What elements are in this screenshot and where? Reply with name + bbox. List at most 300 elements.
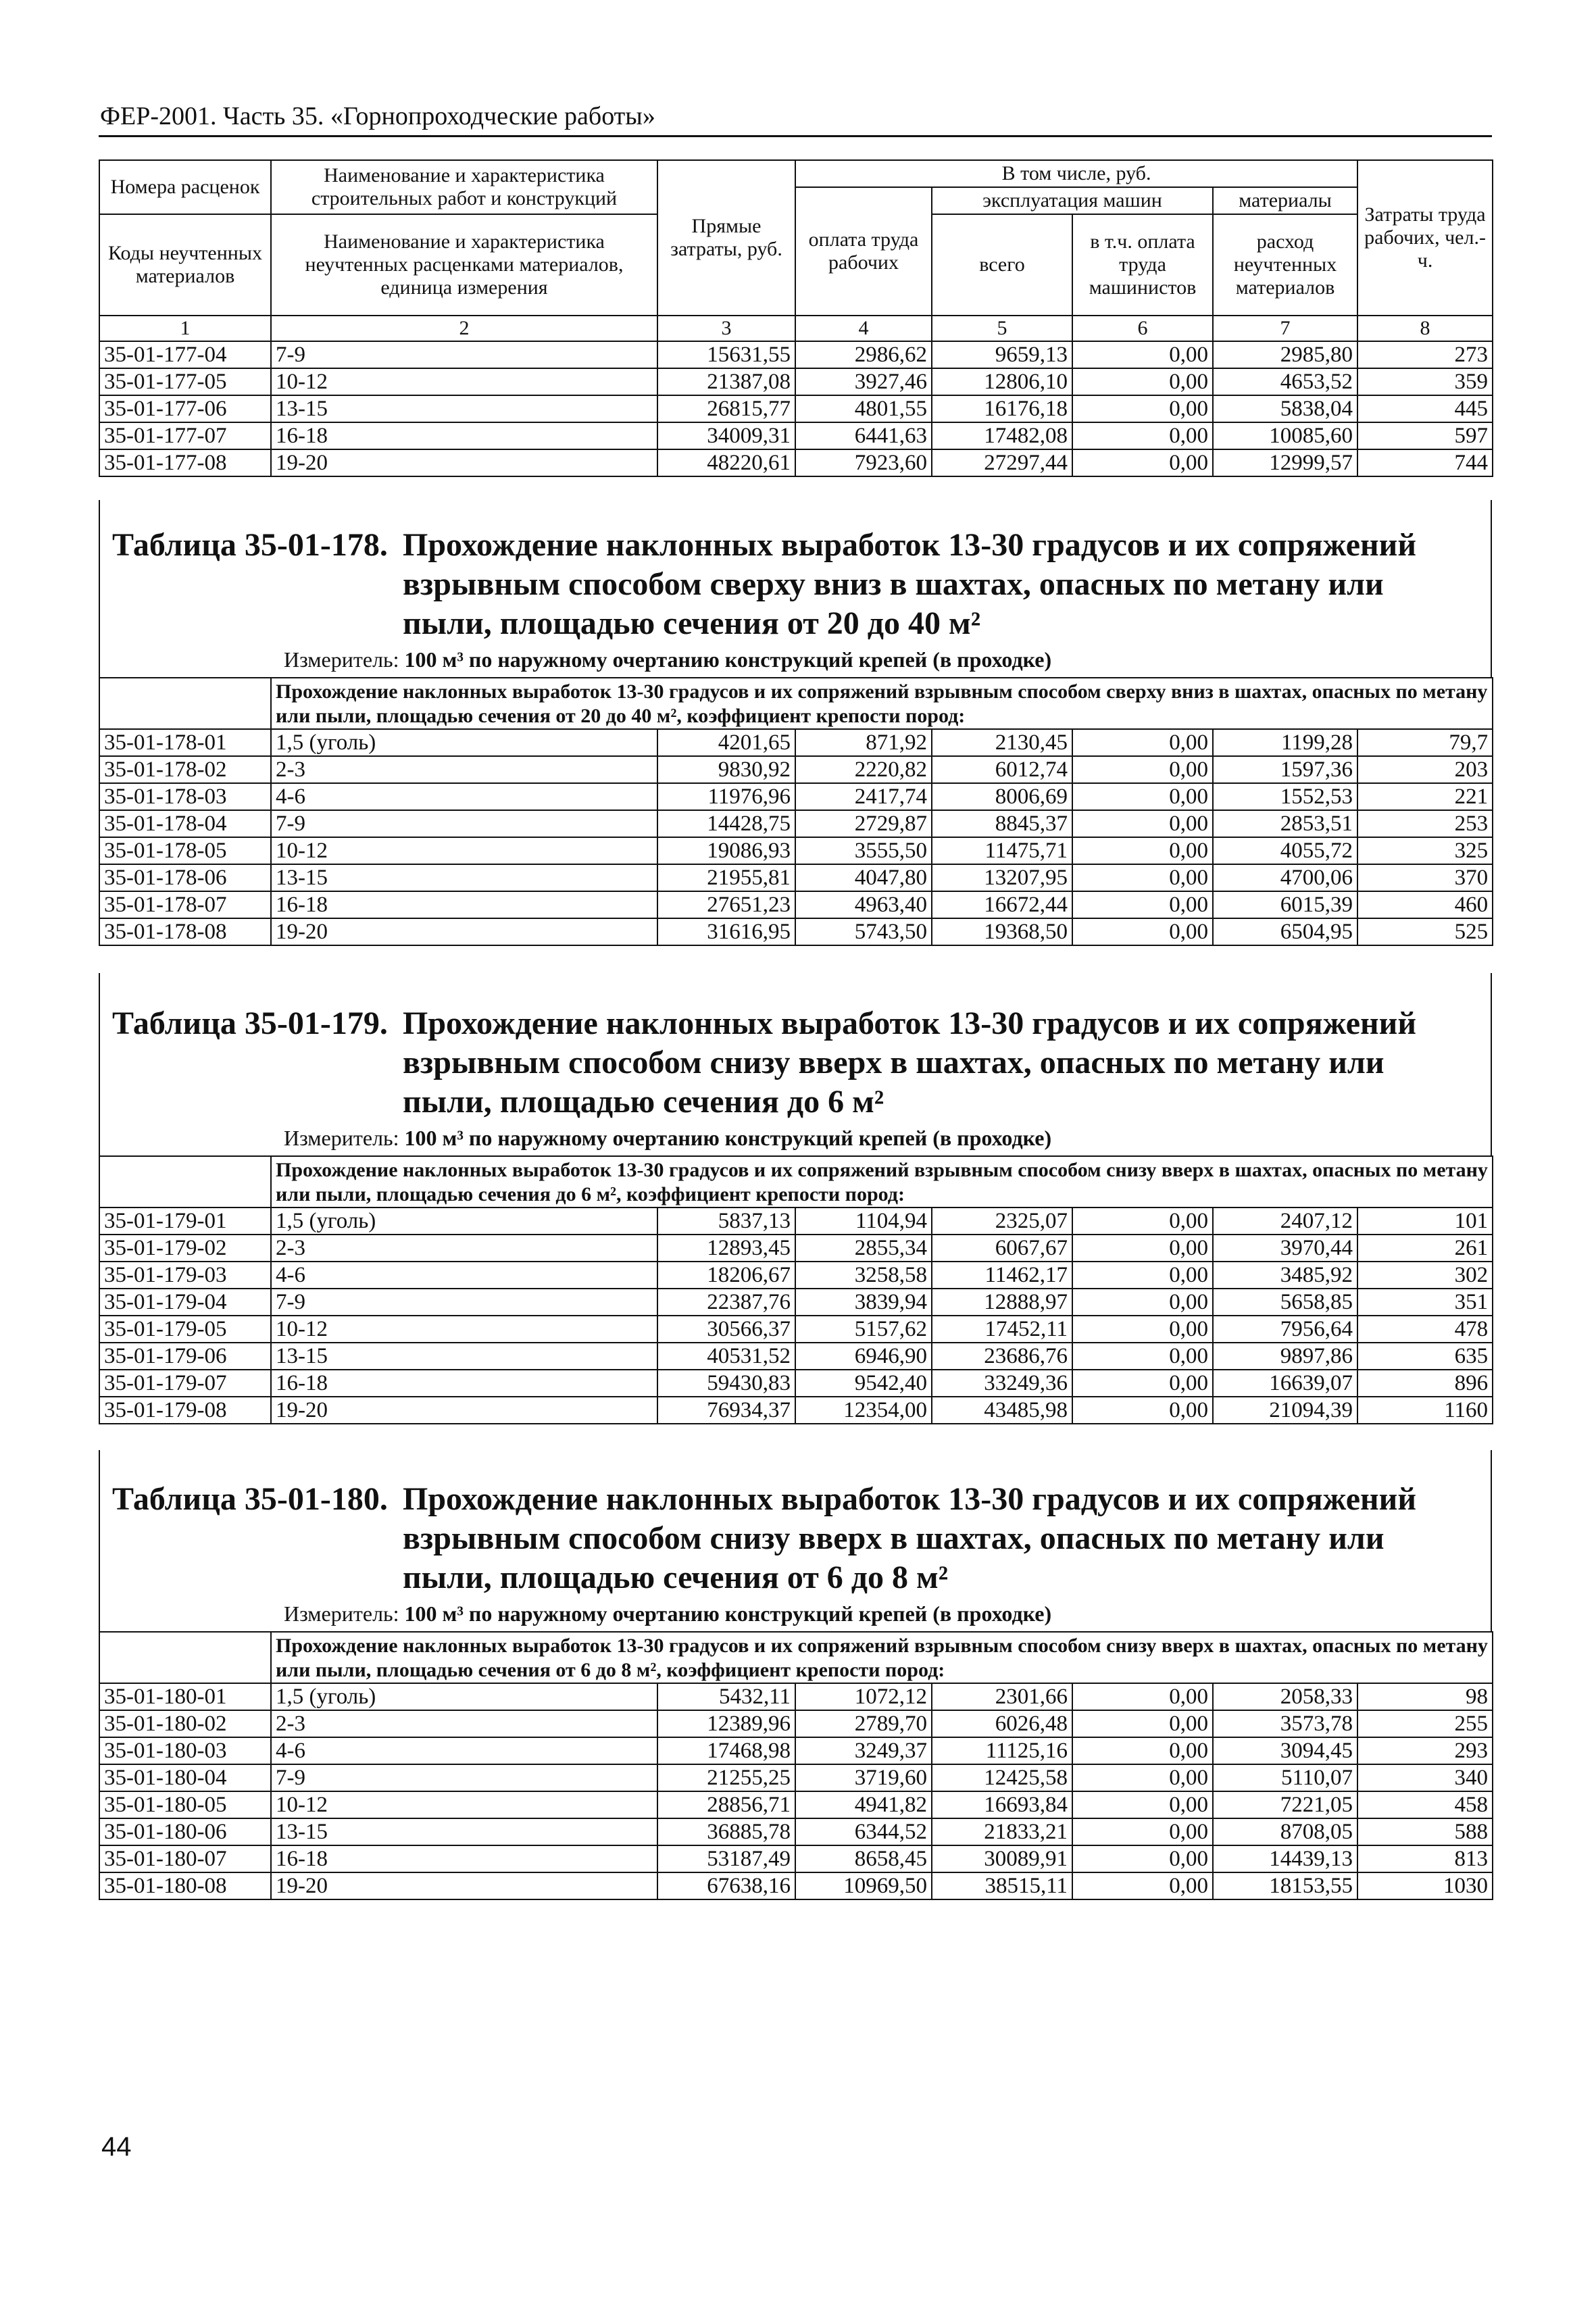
table-row xyxy=(99,449,1493,476)
table-cell: 1552,53 xyxy=(1213,783,1357,810)
table-cell: 744 xyxy=(1357,449,1493,476)
table-cell: 16-18 xyxy=(271,891,657,918)
table-cell: 370 xyxy=(1357,864,1493,891)
table-cell: 12893,45 xyxy=(657,1235,795,1262)
table-cell: 35-01-178-08 xyxy=(99,918,271,945)
table-cell: 0,00 xyxy=(1072,891,1213,918)
table-cell: 525 xyxy=(1357,918,1493,945)
col-num: 2 xyxy=(271,316,657,341)
col-num: 7 xyxy=(1213,316,1357,341)
table-179-caption: Прохождение наклонных выработок 13-30 градусов и их сопряжений взрывным способом снизу вверх в шахтах, опасных по метану или пыли, площадью сечения до 6 м² xyxy=(403,1005,1416,1120)
table-cell: 35-01-180-05 xyxy=(99,1791,271,1818)
table-row xyxy=(99,864,1493,891)
table-cell: 35-01-177-06 xyxy=(99,395,271,422)
table-cell: 3094,45 xyxy=(1213,1737,1357,1764)
table-cell: 35-01-180-03 xyxy=(99,1737,271,1764)
table-180-title xyxy=(112,1480,1484,1601)
frame-right-line xyxy=(1491,1450,1492,1631)
table-cell: 28856,71 xyxy=(657,1791,795,1818)
table-cell: 4653,52 xyxy=(1213,368,1357,395)
measure-prefix: Измеритель: xyxy=(284,1126,399,1150)
table-cell: 203 xyxy=(1357,756,1493,783)
table-cell: 3249,37 xyxy=(795,1737,932,1764)
desc-empty-cell xyxy=(99,1632,271,1683)
table-row xyxy=(99,1818,1493,1845)
table-cell: 35-01-177-07 xyxy=(99,422,271,449)
table-180-caption: Прохождение наклонных выработок 13-30 градусов и их сопряжений взрывным способом снизу вверх в шахтах, опасных по метану или пыли, площадью сечения от 6 до 8 м² xyxy=(403,1481,1416,1595)
table-cell: 0,00 xyxy=(1072,368,1213,395)
table-cell: 273 xyxy=(1357,341,1493,368)
table-cell: 35-01-178-07 xyxy=(99,891,271,918)
col-header-machines: эксплуатация машин xyxy=(932,187,1213,214)
table-cell: 7221,05 xyxy=(1213,1791,1357,1818)
table-180-description: Прохождение наклонных выработок 13-30 градусов и их сопряжений взрывным способом снизу вверх в шахтах, опасных по метану или пыли, площадью сечения от 6 до 8 м², коэффициент крепости пород: xyxy=(271,1632,1493,1683)
table-row xyxy=(99,1872,1493,1899)
table-cell: 0,00 xyxy=(1072,837,1213,864)
table-cell: 35-01-178-05 xyxy=(99,837,271,864)
table-cell: 17482,08 xyxy=(932,422,1072,449)
table-cell: 351 xyxy=(1357,1289,1493,1316)
table-cell: 3839,94 xyxy=(795,1289,932,1316)
table-cell: 35-01-179-01 xyxy=(99,1208,271,1235)
table-cell: 293 xyxy=(1357,1737,1493,1764)
table-cell: 3555,50 xyxy=(795,837,932,864)
table-cell: 5743,50 xyxy=(795,918,932,945)
table-cell: 445 xyxy=(1357,395,1493,422)
table-row xyxy=(99,891,1493,918)
table-cell: 19-20 xyxy=(271,449,657,476)
table-cell: 18153,55 xyxy=(1213,1872,1357,1899)
table-35-01-179 xyxy=(99,1155,1492,1424)
table-cell: 14428,75 xyxy=(657,810,795,837)
table-cell: 2301,66 xyxy=(932,1683,1072,1710)
col-header-rate-numbers: Номера расценок xyxy=(99,160,271,214)
col-header-wages: оплата труда рабочих xyxy=(795,187,932,316)
table-cell: 2058,33 xyxy=(1213,1683,1357,1710)
table-cell: 3927,46 xyxy=(795,368,932,395)
table-cell: 35-01-178-03 xyxy=(99,783,271,810)
table-cell: 0,00 xyxy=(1072,1683,1213,1710)
table-cell: 35-01-179-08 xyxy=(99,1397,271,1424)
table-cell: 2985,80 xyxy=(1213,341,1357,368)
table-178-caption: Прохождение наклонных выработок 13-30 градусов и их сопряжений взрывным способом сверху вниз в шахтах, опасных по метану или пыли, площадью сечения от 20 до 40 м² xyxy=(403,527,1416,641)
table-178-measure xyxy=(284,647,1051,672)
table-cell: 0,00 xyxy=(1072,729,1213,756)
col-num: 1 xyxy=(99,316,271,341)
table-row xyxy=(99,1710,1493,1737)
table-cell: 35-01-179-04 xyxy=(99,1289,271,1316)
table-cell: 35-01-180-02 xyxy=(99,1710,271,1737)
col-num: 5 xyxy=(932,316,1072,341)
table-35-01-177 xyxy=(99,159,1492,477)
table-cell: 35-01-180-04 xyxy=(99,1764,271,1791)
table-cell: 10969,50 xyxy=(795,1872,932,1899)
table-cell: 35-01-180-07 xyxy=(99,1845,271,1872)
frame-left-line xyxy=(99,973,100,1155)
table-cell: 9542,40 xyxy=(795,1370,932,1397)
table-cell: 1199,28 xyxy=(1213,729,1357,756)
measure-prefix: Измеритель: xyxy=(284,1601,399,1626)
table-row xyxy=(99,783,1493,810)
col-num: 8 xyxy=(1357,316,1493,341)
table-cell: 30089,91 xyxy=(932,1845,1072,1872)
table-cell: 0,00 xyxy=(1072,918,1213,945)
col-header-work-name: Наименование и характеристика строительных работ и конструкций xyxy=(271,160,657,214)
table-row xyxy=(99,1370,1493,1397)
table-row xyxy=(99,1737,1493,1764)
table-cell: 635 xyxy=(1357,1343,1493,1370)
table-cell: 16-18 xyxy=(271,422,657,449)
table-cell: 2-3 xyxy=(271,1235,657,1262)
col-header-machines-total: всего xyxy=(932,214,1072,316)
table-cell: 13-15 xyxy=(271,1818,657,1845)
table-cell: 11475,71 xyxy=(932,837,1072,864)
table-cell: 4801,55 xyxy=(795,395,932,422)
table-cell: 18206,67 xyxy=(657,1262,795,1289)
table-cell: 11462,17 xyxy=(932,1262,1072,1289)
table-row xyxy=(99,1262,1493,1289)
table-cell: 101 xyxy=(1357,1208,1493,1235)
table-cell: 43485,98 xyxy=(932,1397,1072,1424)
table-cell: 6946,90 xyxy=(795,1343,932,1370)
table-cell: 35-01-180-01 xyxy=(99,1683,271,1710)
table-cell: 12999,57 xyxy=(1213,449,1357,476)
table-cell: 7-9 xyxy=(271,1764,657,1791)
table-cell: 6344,52 xyxy=(795,1818,932,1845)
table-cell: 12389,96 xyxy=(657,1710,795,1737)
col-header-materials: материалы xyxy=(1213,187,1357,214)
col-num: 3 xyxy=(657,316,795,341)
table-cell: 4-6 xyxy=(271,1262,657,1289)
table-cell: 21094,39 xyxy=(1213,1397,1357,1424)
table-cell: 12888,97 xyxy=(932,1289,1072,1316)
table-cell: 4941,82 xyxy=(795,1791,932,1818)
table-cell: 10-12 xyxy=(271,837,657,864)
table-cell: 19-20 xyxy=(271,1397,657,1424)
table-cell: 13207,95 xyxy=(932,864,1072,891)
table-cell: 79,7 xyxy=(1357,729,1493,756)
table-cell: 9659,13 xyxy=(932,341,1072,368)
table-row xyxy=(99,422,1493,449)
table-cell: 0,00 xyxy=(1072,449,1213,476)
table-cell: 0,00 xyxy=(1072,1370,1213,1397)
table-row xyxy=(99,729,1493,756)
table-cell: 4-6 xyxy=(271,783,657,810)
table-row xyxy=(99,1289,1493,1316)
table-cell: 1,5 (уголь) xyxy=(271,729,657,756)
table-cell: 0,00 xyxy=(1072,395,1213,422)
table-35-01-178 xyxy=(99,677,1492,946)
table-cell: 34009,31 xyxy=(657,422,795,449)
table-cell: 1072,12 xyxy=(795,1683,932,1710)
table-179-label: Таблица 35-01-179. xyxy=(112,1005,388,1041)
table-row xyxy=(99,918,1493,945)
table-cell: 23686,76 xyxy=(932,1343,1072,1370)
table-cell: 21387,08 xyxy=(657,368,795,395)
table-cell: 16176,18 xyxy=(932,395,1072,422)
table-row xyxy=(99,1764,1493,1791)
table-cell: 30566,37 xyxy=(657,1316,795,1343)
table-cell: 1160 xyxy=(1357,1397,1493,1424)
table-cell: 21955,81 xyxy=(657,864,795,891)
table-cell: 0,00 xyxy=(1072,810,1213,837)
page-number: 44 xyxy=(101,2132,132,2162)
table-cell: 35-01-177-04 xyxy=(99,341,271,368)
table-cell: 0,00 xyxy=(1072,1737,1213,1764)
table-cell: 896 xyxy=(1357,1370,1493,1397)
table-cell: 5157,62 xyxy=(795,1316,932,1343)
table-row xyxy=(99,341,1493,368)
table-cell: 8006,69 xyxy=(932,783,1072,810)
table-cell: 871,92 xyxy=(795,729,932,756)
table-cell: 221 xyxy=(1357,783,1493,810)
table-cell: 261 xyxy=(1357,1235,1493,1262)
table-cell: 53187,49 xyxy=(657,1845,795,1872)
table-cell: 3719,60 xyxy=(795,1764,932,1791)
table-cell: 5658,85 xyxy=(1213,1289,1357,1316)
table-cell: 460 xyxy=(1357,891,1493,918)
table-cell: 35-01-177-05 xyxy=(99,368,271,395)
table-cell: 0,00 xyxy=(1072,1289,1213,1316)
table-cell: 458 xyxy=(1357,1791,1493,1818)
table-cell: 35-01-179-05 xyxy=(99,1316,271,1343)
table-cell: 59430,83 xyxy=(657,1370,795,1397)
measure-text: 100 м³ по наружному очертанию конструкций крепей (в проходке) xyxy=(404,1601,1052,1626)
table-178-label: Таблица 35-01-178. xyxy=(112,527,388,563)
table-cell: 1597,36 xyxy=(1213,756,1357,783)
table-cell: 7-9 xyxy=(271,810,657,837)
table-cell: 6026,48 xyxy=(932,1710,1072,1737)
table-cell: 3258,58 xyxy=(795,1262,932,1289)
table-cell: 6012,74 xyxy=(932,756,1072,783)
table-cell: 2853,51 xyxy=(1213,810,1357,837)
table-cell: 10-12 xyxy=(271,1791,657,1818)
table-179-measure xyxy=(284,1126,1051,1151)
table-cell: 12354,00 xyxy=(795,1397,932,1424)
table-cell: 13-15 xyxy=(271,864,657,891)
table-cell: 1104,94 xyxy=(795,1208,932,1235)
table-row xyxy=(99,368,1493,395)
table-cell: 588 xyxy=(1357,1818,1493,1845)
table-cell: 0,00 xyxy=(1072,1397,1213,1424)
table-cell: 3970,44 xyxy=(1213,1235,1357,1262)
table-cell: 325 xyxy=(1357,837,1493,864)
frame-right-line xyxy=(1491,973,1492,1155)
table-cell: 0,00 xyxy=(1072,864,1213,891)
desc-empty-cell xyxy=(99,678,271,729)
table-cell: 253 xyxy=(1357,810,1493,837)
table-cell: 0,00 xyxy=(1072,756,1213,783)
table-cell: 0,00 xyxy=(1072,1208,1213,1235)
table-cell: 16639,07 xyxy=(1213,1370,1357,1397)
table-179-title xyxy=(112,1004,1484,1126)
table-cell: 302 xyxy=(1357,1262,1493,1289)
table-cell: 17452,11 xyxy=(932,1316,1072,1343)
table-cell: 1,5 (уголь) xyxy=(271,1208,657,1235)
col-num: 4 xyxy=(795,316,932,341)
col-header-direct-costs: Прямые затраты, руб. xyxy=(657,160,795,316)
table-cell: 7-9 xyxy=(271,341,657,368)
table-row xyxy=(99,395,1493,422)
table-cell: 35-01-179-06 xyxy=(99,1343,271,1370)
table-row xyxy=(99,756,1493,783)
table-178-description: Прохождение наклонных выработок 13-30 градусов и их сопряжений взрывным способом сверху вниз в шахтах, опасных по метану или пыли, площадью сечения от 20 до 40 м², коэффициент крепости пород: xyxy=(271,678,1493,729)
table-cell: 35-01-180-06 xyxy=(99,1818,271,1845)
column-number-row xyxy=(99,316,1493,341)
table-cell: 19368,50 xyxy=(932,918,1072,945)
header-rule xyxy=(99,135,1492,137)
table-cell: 76934,37 xyxy=(657,1397,795,1424)
table-cell: 4963,40 xyxy=(795,891,932,918)
table-cell: 255 xyxy=(1357,1710,1493,1737)
measure-prefix: Измеритель: xyxy=(284,647,399,672)
table-cell: 7956,64 xyxy=(1213,1316,1357,1343)
table-cell: 7923,60 xyxy=(795,449,932,476)
table-cell: 14439,13 xyxy=(1213,1845,1357,1872)
table-cell: 4047,80 xyxy=(795,864,932,891)
table-cell: 11976,96 xyxy=(657,783,795,810)
table-cell: 35-01-178-02 xyxy=(99,756,271,783)
table-cell: 6015,39 xyxy=(1213,891,1357,918)
table-cell: 3573,78 xyxy=(1213,1710,1357,1737)
table-180-label: Таблица 35-01-180. xyxy=(112,1481,388,1517)
measure-text: 100 м³ по наружному очертанию конструкций крепей (в проходке) xyxy=(404,647,1052,672)
table-cell: 40531,52 xyxy=(657,1343,795,1370)
table-35-01-180 xyxy=(99,1631,1492,1900)
table-cell: 0,00 xyxy=(1072,783,1213,810)
table-cell: 5838,04 xyxy=(1213,395,1357,422)
table-cell: 22387,76 xyxy=(657,1289,795,1316)
table-cell: 31616,95 xyxy=(657,918,795,945)
table-cell: 10-12 xyxy=(271,368,657,395)
table-cell: 35-01-178-06 xyxy=(99,864,271,891)
table-cell: 2325,07 xyxy=(932,1208,1072,1235)
table-cell: 5837,13 xyxy=(657,1208,795,1235)
table-cell: 2407,12 xyxy=(1213,1208,1357,1235)
table-cell: 35-01-180-08 xyxy=(99,1872,271,1899)
table-row xyxy=(99,837,1493,864)
table-cell: 38515,11 xyxy=(932,1872,1072,1899)
table-cell: 478 xyxy=(1357,1316,1493,1343)
table-cell: 12425,58 xyxy=(932,1764,1072,1791)
col-num: 6 xyxy=(1072,316,1213,341)
table-179-description: Прохождение наклонных выработок 13-30 градусов и их сопряжений взрывным способом снизу вверх в шахтах, опасных по метану или пыли, площадью сечения до 6 м², коэффициент крепости пород: xyxy=(271,1156,1493,1208)
table-cell: 0,00 xyxy=(1072,1316,1213,1343)
frame-right-line xyxy=(1491,500,1492,677)
table-cell: 4700,06 xyxy=(1213,864,1357,891)
table-cell: 13-15 xyxy=(271,1343,657,1370)
table-cell: 2-3 xyxy=(271,756,657,783)
table-cell: 35-01-179-03 xyxy=(99,1262,271,1289)
table-row xyxy=(99,1683,1493,1710)
col-header-material-consumption: расход неучтенных материалов xyxy=(1213,214,1357,316)
table-cell: 26815,77 xyxy=(657,395,795,422)
table-178-title xyxy=(112,526,1484,647)
table-cell: 6504,95 xyxy=(1213,918,1357,945)
table-cell: 11125,16 xyxy=(932,1737,1072,1764)
table-cell: 35-01-177-08 xyxy=(99,449,271,476)
table-cell: 2789,70 xyxy=(795,1710,932,1737)
table-cell: 35-01-179-02 xyxy=(99,1235,271,1262)
table-cell: 27651,23 xyxy=(657,891,795,918)
table-cell: 16672,44 xyxy=(932,891,1072,918)
table-cell: 2855,34 xyxy=(795,1235,932,1262)
table-cell: 0,00 xyxy=(1072,1791,1213,1818)
col-header-labor: Затраты труда рабочих, чел.-ч. xyxy=(1357,160,1493,316)
table-cell: 0,00 xyxy=(1072,422,1213,449)
col-header-material-names: Наименование и характеристика неучтенных расценками материалов, единица измерения xyxy=(271,214,657,316)
table-cell: 12806,10 xyxy=(932,368,1072,395)
frame-left-line xyxy=(99,1450,100,1631)
table-cell: 2729,87 xyxy=(795,810,932,837)
table-cell: 2130,45 xyxy=(932,729,1072,756)
table-cell: 35-01-178-04 xyxy=(99,810,271,837)
table-cell: 7-9 xyxy=(271,1289,657,1316)
table-cell: 5110,07 xyxy=(1213,1764,1357,1791)
table-cell: 98 xyxy=(1357,1683,1493,1710)
table-row xyxy=(99,1208,1493,1235)
table-cell: 359 xyxy=(1357,368,1493,395)
table-cell: 0,00 xyxy=(1072,1764,1213,1791)
table-cell: 13-15 xyxy=(271,395,657,422)
table-cell: 0,00 xyxy=(1072,1872,1213,1899)
col-header-operator-wages: в т.ч. оплата труда машинистов xyxy=(1072,214,1213,316)
table-row xyxy=(99,810,1493,837)
table-row xyxy=(99,1397,1493,1424)
col-header-material-codes: Коды неучтенных материалов xyxy=(99,214,271,316)
measure-text: 100 м³ по наружному очертанию конструкций крепей (в проходке) xyxy=(404,1126,1052,1150)
table-cell: 33249,36 xyxy=(932,1370,1072,1397)
table-cell: 4055,72 xyxy=(1213,837,1357,864)
table-cell: 9830,92 xyxy=(657,756,795,783)
desc-empty-cell xyxy=(99,1156,271,1208)
table-cell: 48220,61 xyxy=(657,449,795,476)
table-cell: 9897,86 xyxy=(1213,1343,1357,1370)
table-cell: 19086,93 xyxy=(657,837,795,864)
table-cell: 0,00 xyxy=(1072,1818,1213,1845)
table-cell: 17468,98 xyxy=(657,1737,795,1764)
table-cell: 3485,92 xyxy=(1213,1262,1357,1289)
table-cell: 5432,11 xyxy=(657,1683,795,1710)
table-cell: 16693,84 xyxy=(932,1791,1072,1818)
table-cell: 10-12 xyxy=(271,1316,657,1343)
page-header: ФЕР-2001. Часть 35. «Горнопроходческие работы» xyxy=(100,102,655,130)
table-cell: 1030 xyxy=(1357,1872,1493,1899)
table-cell: 0,00 xyxy=(1072,1343,1213,1370)
table-cell: 813 xyxy=(1357,1845,1493,1872)
table-cell: 8845,37 xyxy=(932,810,1072,837)
table-cell: 35-01-178-01 xyxy=(99,729,271,756)
col-header-including: В том числе, руб. xyxy=(795,160,1357,187)
table-cell: 340 xyxy=(1357,1764,1493,1791)
table-cell: 16-18 xyxy=(271,1845,657,1872)
table-cell: 35-01-179-07 xyxy=(99,1370,271,1397)
table-cell: 10085,60 xyxy=(1213,422,1357,449)
table-cell: 0,00 xyxy=(1072,1235,1213,1262)
table-row xyxy=(99,1791,1493,1818)
table-cell: 0,00 xyxy=(1072,1710,1213,1737)
table-cell: 2417,74 xyxy=(795,783,932,810)
table-row xyxy=(99,1316,1493,1343)
table-cell: 6067,67 xyxy=(932,1235,1072,1262)
table-cell: 1,5 (уголь) xyxy=(271,1683,657,1710)
table-cell: 21255,25 xyxy=(657,1764,795,1791)
table-cell: 2220,82 xyxy=(795,756,932,783)
table-cell: 0,00 xyxy=(1072,1262,1213,1289)
table-cell: 16-18 xyxy=(271,1370,657,1397)
table-cell: 6441,63 xyxy=(795,422,932,449)
table-cell: 0,00 xyxy=(1072,1845,1213,1872)
